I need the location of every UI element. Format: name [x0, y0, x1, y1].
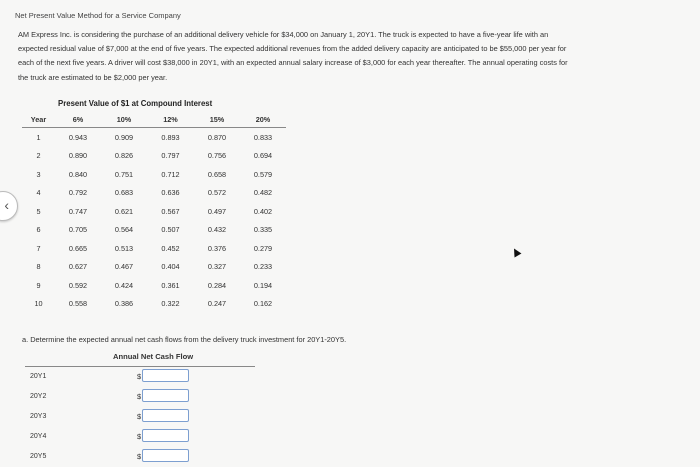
pv-factor-cell: 0.636 — [161, 188, 180, 198]
pv-year-cell: 2 — [36, 151, 41, 161]
pv-factor-cell: 0.797 — [161, 151, 180, 161]
problem-line: each of the next five years. A driver will cost $38,000 in 20Y1, with an expected annual salary increase of $3,000 for each year thereafter. The annual operating costs for — [18, 58, 568, 68]
pv-factor-cell: 0.909 — [114, 132, 134, 142]
net-cash-flow-input-20y4[interactable] — [142, 429, 189, 442]
dollar-sign: $ — [137, 432, 142, 441]
pv-table-row — [22, 295, 286, 314]
pv-factor-cell: 0.194 — [253, 280, 273, 290]
question-text: a. Determine the expected annual net cash flows from the delivery truck investment for 20Y1-20Y5. — [22, 335, 347, 344]
pv-factor-cell: 0.572 — [207, 188, 227, 198]
pv-factor-cell: 0.513 — [114, 243, 134, 253]
pv-table-row — [22, 165, 286, 184]
cash-flow-rows — [25, 367, 255, 467]
pv-factor-cell: 0.432 — [207, 225, 227, 235]
pv-factor-cell: 0.579 — [253, 169, 273, 179]
cash-flow-row — [25, 447, 255, 467]
pv-factor-cell: 0.361 — [161, 280, 180, 290]
problem-line: the truck are estimated to be $2,000 per year. — [18, 72, 168, 82]
pv-factor-cell: 0.233 — [253, 262, 273, 272]
pv-factor-cell: 0.833 — [253, 132, 273, 142]
pv-factor-cell: 0.335 — [253, 225, 273, 235]
pv-factor-cell: 0.404 — [161, 262, 180, 272]
pv-factor-cell: 0.247 — [207, 299, 227, 309]
pv-factor-cell: 0.751 — [114, 169, 134, 179]
net-cash-flow-input-20y2[interactable] — [142, 389, 189, 402]
mouse-cursor-icon — [511, 247, 522, 258]
pv-factor-cell: 0.712 — [161, 169, 180, 179]
problem-text — [18, 28, 700, 85]
pv-factor-cell: 0.621 — [114, 206, 134, 216]
pv-factor-cell: 0.705 — [68, 225, 88, 235]
pv-factor-cell: 0.747 — [68, 206, 88, 216]
dollar-sign: $ — [137, 412, 142, 421]
cash-flow-row — [25, 427, 255, 447]
pv-factor-cell: 0.592 — [68, 280, 88, 290]
pv-factor-cell: 0.826 — [114, 151, 134, 161]
chevron-left-icon: ‹ — [4, 197, 9, 213]
present-value-table — [22, 111, 286, 313]
pv-table-row — [22, 202, 286, 221]
cash-flow-row — [25, 367, 255, 387]
cash-flow-row — [25, 407, 255, 427]
problem-line: expected residual value of $7,000 at the end of five years. The expected additional revenues from the added delivery capacity are anticipated to be $55,000 per year for — [18, 44, 567, 54]
pv-year-cell: 6 — [36, 225, 41, 235]
pv-header-row — [22, 111, 286, 128]
pv-year-cell: 7 — [36, 243, 41, 253]
year-label: 20Y5 — [30, 453, 47, 460]
pv-header-cell: 12% — [147, 111, 194, 128]
cash-flow-row — [25, 387, 255, 407]
net-cash-flow-column-label: Annual Net Cash Flow — [113, 352, 194, 361]
pv-table-row — [22, 128, 286, 147]
pv-year-cell: 3 — [36, 169, 41, 179]
pv-year-cell: 4 — [36, 188, 41, 198]
pv-factor-cell: 0.322 — [161, 299, 180, 309]
pv-table-row — [22, 221, 286, 240]
pv-factor-cell: 0.792 — [68, 188, 88, 198]
pv-year-cell: 5 — [36, 206, 41, 216]
pv-factor-cell: 0.558 — [68, 299, 88, 309]
year-label: 20Y1 — [30, 373, 47, 380]
pv-factor-cell: 0.162 — [253, 299, 273, 309]
pv-factor-cell: 0.482 — [253, 188, 273, 198]
year-label: 20Y3 — [30, 413, 47, 420]
pv-factor-cell: 0.658 — [207, 169, 227, 179]
dollar-sign: $ — [137, 372, 142, 381]
pv-factor-cell: 0.327 — [207, 262, 227, 272]
pv-header-cell: Year — [22, 111, 55, 128]
pv-factor-cell: 0.870 — [207, 132, 227, 142]
pv-year-cell: 1 — [36, 132, 41, 142]
pv-table-row — [22, 276, 286, 295]
pv-factor-cell: 0.284 — [207, 280, 227, 290]
pv-factor-cell: 0.756 — [207, 151, 227, 161]
pv-year-cell: 9 — [36, 280, 41, 290]
pv-factor-cell: 0.627 — [68, 262, 88, 272]
pv-table-row — [22, 147, 286, 166]
pv-header-cell: 15% — [194, 111, 240, 128]
pv-table-row — [22, 184, 286, 203]
pv-header-cell: 6% — [55, 111, 101, 128]
previous-button[interactable] — [0, 191, 18, 221]
pv-year-cell: 8 — [36, 262, 41, 272]
pv-factor-cell: 0.683 — [114, 188, 134, 198]
pv-factor-cell: 0.452 — [161, 243, 180, 253]
dollar-sign: $ — [137, 392, 142, 401]
pv-factor-cell: 0.567 — [161, 206, 180, 216]
pv-factor-cell: 0.279 — [253, 243, 273, 253]
pv-factor-cell: 0.376 — [207, 243, 227, 253]
pv-table-title: Present Value of $1 at Compound Interest — [58, 99, 213, 108]
pv-factor-cell: 0.424 — [114, 280, 134, 290]
net-cash-flow-input-20y3[interactable] — [142, 409, 189, 422]
pv-factor-cell: 0.893 — [161, 132, 180, 142]
pv-table-row — [22, 258, 286, 277]
pv-factor-cell: 0.467 — [114, 262, 134, 272]
pv-factor-cell: 0.402 — [253, 206, 273, 216]
pv-year-cell: 10 — [34, 299, 43, 309]
pv-factor-cell: 0.943 — [68, 132, 88, 142]
pv-factor-cell: 0.564 — [114, 225, 134, 235]
pv-factor-cell: 0.507 — [161, 225, 180, 235]
pv-factor-cell: 0.497 — [207, 206, 227, 216]
year-label: 20Y2 — [30, 393, 47, 400]
pv-factor-cell: 0.665 — [68, 243, 88, 253]
pv-factor-cell: 0.694 — [253, 151, 273, 161]
pv-factor-cell: 0.890 — [68, 151, 88, 161]
page-title: Net Present Value Method for a Service Company — [15, 11, 181, 20]
pv-table-body — [22, 128, 286, 314]
problem-line: AM Express Inc. is considering the purchase of an additional delivery vehicle for $34,000 on January 1, 20Y1. The truck is expected to have a five-year life with an — [18, 30, 549, 39]
pv-factor-cell: 0.386 — [114, 299, 134, 309]
net-cash-flow-input-20y5[interactable] — [142, 449, 189, 462]
pv-table-row — [22, 239, 286, 258]
net-cash-flow-input-20y1[interactable] — [142, 369, 189, 382]
year-label: 20Y4 — [30, 433, 47, 440]
pv-header-cell: 10% — [101, 111, 147, 128]
pv-header-cell: 20% — [240, 111, 286, 128]
pv-factor-cell: 0.840 — [68, 169, 88, 179]
dollar-sign: $ — [137, 452, 142, 461]
